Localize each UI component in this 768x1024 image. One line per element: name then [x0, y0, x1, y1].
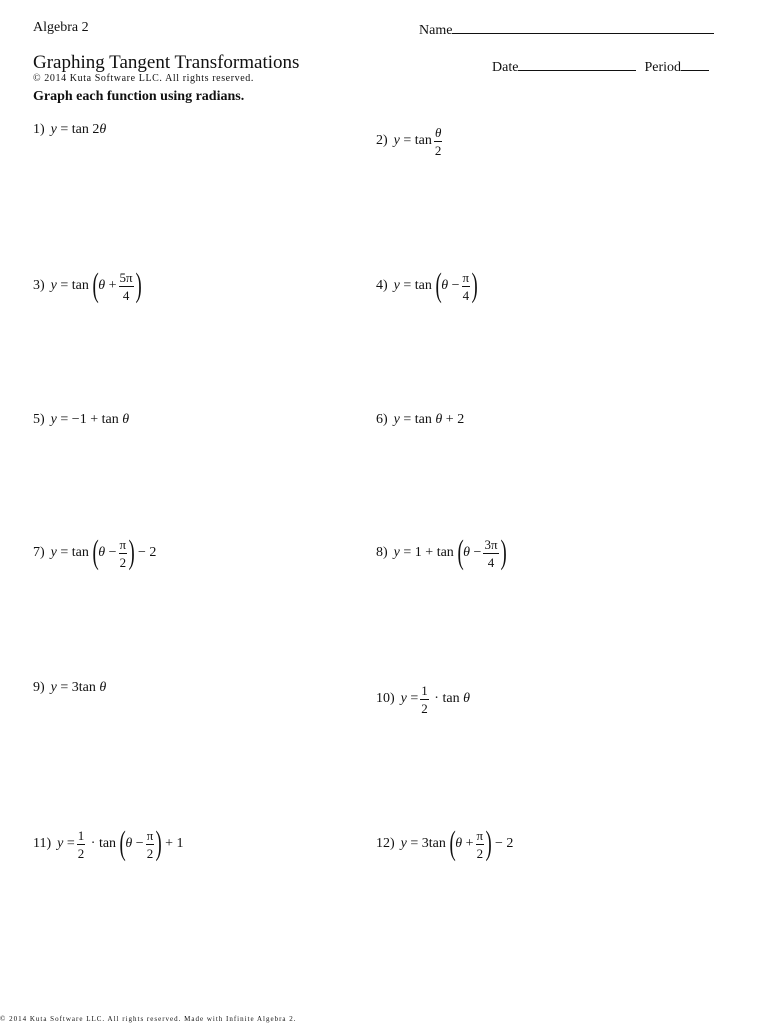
name-blank[interactable]: [452, 20, 714, 34]
problem-number: 4): [376, 278, 388, 293]
problem-number: 2): [376, 133, 388, 148]
worksheet-title: Graphing Tangent Transformations: [33, 52, 300, 73]
fraction: $\frac{\pi}{2}$: [146, 827, 154, 861]
problem-7: [33, 531, 156, 575]
problem-number: 7): [33, 545, 45, 560]
date-label: Date: [492, 60, 519, 75]
course-title: Algebra 2: [33, 20, 89, 35]
problem-expression: y = tan ( θ + $\frac{5\pi}{4}$ ): [50, 267, 142, 304]
problem-number: 6): [376, 412, 388, 427]
problem-2: [376, 119, 444, 163]
date-blank[interactable]: [518, 57, 636, 71]
fraction: $\frac{\pi}{2}$: [119, 536, 127, 570]
footer-copyright: © 2014 Kuta Software LLC. All rights reserved. Made with Infinite Algebra 2.: [0, 1015, 297, 1023]
problem-expression: y = tan ( θ − $\frac{\pi}{4}$ ): [393, 267, 478, 304]
problem-number: 11): [33, 836, 52, 851]
period-label: Period: [644, 60, 681, 75]
fraction: $\frac{\pi}{4}$: [462, 269, 470, 303]
date-period-fields[interactable]: [492, 57, 709, 76]
problem-expression: y = tan ( θ − $\frac{\pi}{2}$ ) − 2: [50, 534, 157, 571]
problem-number: 10): [376, 691, 395, 706]
problem-expression: y = tan $\frac{\theta}{2}$: [393, 124, 442, 158]
problem-5: [33, 398, 129, 442]
problem-expression: y = −1 + tan θ: [50, 412, 130, 427]
problem-expression: y = tan 2 θ: [50, 122, 107, 137]
fraction: $\frac{3\pi}{4}$: [484, 536, 498, 570]
fraction: $\frac{1}{2}$: [77, 827, 85, 861]
fraction: $\frac{\pi}{2}$: [476, 827, 484, 861]
problem-number: 12): [376, 836, 395, 851]
problem-10: [376, 677, 470, 721]
problem-expression: y = 1 + tan ( θ − $\frac{3\pi}{4}$ ): [393, 534, 507, 571]
name-field[interactable]: [419, 20, 714, 39]
fraction: $\frac{1}{2}$: [421, 682, 428, 716]
problem-9: [33, 666, 106, 710]
problem-number: 9): [33, 680, 45, 695]
fraction: $\frac{5\pi}{4}$: [119, 269, 133, 303]
problem-11: [33, 822, 184, 866]
problem-number: 3): [33, 278, 45, 293]
instructions: Graph each function using radians.: [33, 89, 245, 104]
problem-8: [376, 531, 506, 575]
problem-12: [376, 822, 513, 866]
problem-number: 5): [33, 412, 45, 427]
problem-4: [376, 264, 477, 308]
problem-3: [33, 264, 141, 308]
period-blank[interactable]: [681, 57, 709, 71]
problem-6: [376, 398, 464, 442]
problem-expression: y = 3tan θ: [50, 680, 107, 695]
name-label: Name: [419, 23, 453, 38]
problem-number: 8): [376, 545, 388, 560]
fraction: $\frac{\theta}{2}$: [434, 124, 442, 158]
problem-expression: y = $\frac{1}{2}$ · tan ( θ − $\frac{\pi}{2}$ ) + 1: [57, 825, 184, 862]
problem-expression: y = 3tan ( θ + $\frac{\pi}{2}$ ) − 2: [400, 825, 514, 862]
problem-number: 1): [33, 122, 45, 137]
problem-expression: y = $\frac{1}{2}$ · tan θ: [400, 682, 470, 716]
problem-1: [33, 108, 106, 152]
problem-expression: y = tan θ + 2: [393, 412, 465, 427]
copyright-notice: © 2014 Kuta Software LLC. All rights reserved.: [33, 73, 254, 84]
